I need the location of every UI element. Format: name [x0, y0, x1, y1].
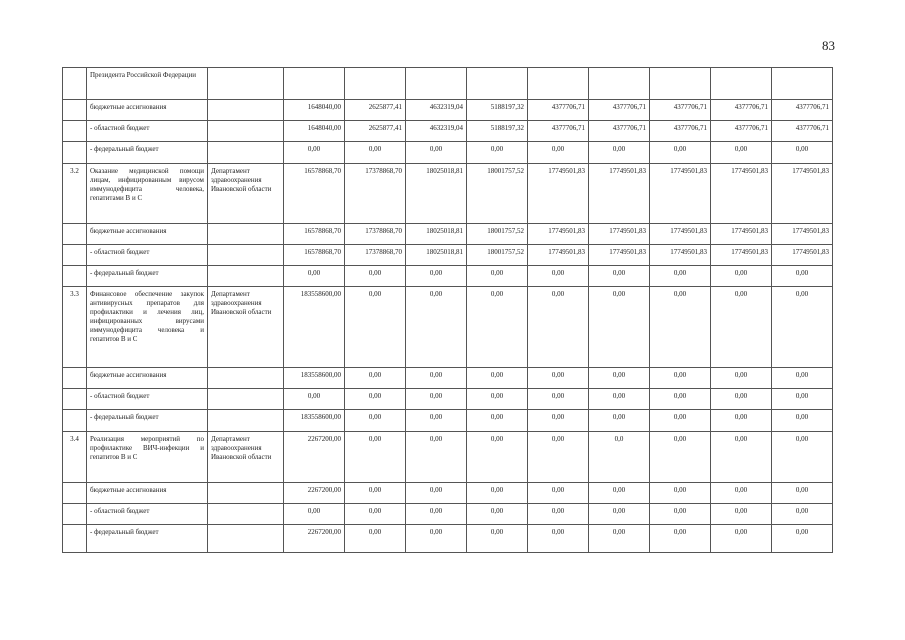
value-cell: 0,00	[711, 368, 772, 389]
value-cell: 0,00	[650, 504, 711, 525]
value-cell: 0,00	[528, 483, 589, 504]
value-cell: 0,00	[467, 266, 528, 287]
row-number-cell	[63, 368, 87, 389]
value-cell	[650, 68, 711, 100]
value-cell: 17749501,83	[589, 164, 650, 224]
value-cell: 4377706,71	[528, 121, 589, 142]
value-cell: 0,00	[528, 266, 589, 287]
table-row	[63, 142, 833, 164]
value-cell: 0,00	[711, 483, 772, 504]
value-cell	[528, 68, 589, 100]
value-cell: 0,00	[467, 483, 528, 504]
value-cell: 0,00	[528, 525, 589, 553]
value-cell: 16578868,70	[284, 164, 345, 224]
executor-cell	[208, 266, 284, 287]
executor-cell	[208, 410, 284, 432]
value-cell	[711, 68, 772, 100]
value-cell: 4377706,71	[772, 100, 833, 121]
value-cell: 0,00	[406, 432, 467, 483]
value-cell: 17749501,83	[650, 224, 711, 245]
table-row	[63, 245, 833, 266]
value-cell: 0,00	[711, 287, 772, 368]
value-cell: 0,00	[772, 389, 833, 410]
table-row	[63, 287, 833, 368]
value-cell: 0,00	[406, 266, 467, 287]
value-cell: 0,00	[528, 287, 589, 368]
value-cell: 18025018,81	[406, 224, 467, 245]
executor-cell	[208, 483, 284, 504]
executor-cell: Департамент здравоохранения Ивановской области	[208, 164, 284, 224]
value-cell: 0,00	[589, 287, 650, 368]
row-number-cell	[63, 483, 87, 504]
value-cell: 17749501,83	[650, 164, 711, 224]
value-cell	[772, 68, 833, 100]
executor-cell: Департамент здравоохранения Ивановской области	[208, 287, 284, 368]
value-cell: 0,00	[406, 142, 467, 164]
value-cell: 0,00	[406, 368, 467, 389]
value-cell: 4632319,04	[406, 100, 467, 121]
value-cell: 0,00	[650, 410, 711, 432]
value-cell: 0,00	[345, 389, 406, 410]
table-row	[63, 432, 833, 483]
row-name-cell: бюджетные ассигнования	[87, 368, 208, 389]
row-name-cell: - федеральный бюджет	[87, 142, 208, 164]
value-cell: 0,00	[528, 368, 589, 389]
value-cell: 17749501,83	[528, 224, 589, 245]
value-cell: 0,00	[772, 287, 833, 368]
value-cell: 17749501,83	[589, 224, 650, 245]
value-cell: 0,00	[284, 389, 345, 410]
value-cell: 17378868,70	[345, 224, 406, 245]
value-cell: 4377706,71	[711, 121, 772, 142]
executor-cell	[208, 245, 284, 266]
value-cell: 0,00	[406, 287, 467, 368]
table-row	[63, 68, 833, 100]
value-cell: 0,00	[467, 389, 528, 410]
value-cell: 0,00	[345, 432, 406, 483]
value-cell: 0,0	[589, 432, 650, 483]
value-cell: 18001757,52	[467, 224, 528, 245]
row-number-cell: 3.3	[63, 287, 87, 368]
row-name-cell: - областной бюджет	[87, 245, 208, 266]
value-cell: 0,00	[772, 504, 833, 525]
executor-cell	[208, 121, 284, 142]
executor-cell	[208, 142, 284, 164]
row-name-cell: Реализация мероприятий по профилактике ВИЧ-инфекции и гепатитов B и C	[87, 432, 208, 483]
value-cell: 0,00	[650, 142, 711, 164]
value-cell: 0,00	[650, 368, 711, 389]
value-cell: 16578868,70	[284, 224, 345, 245]
value-cell: 4377706,71	[711, 100, 772, 121]
row-number-cell	[63, 121, 87, 142]
value-cell: 0,00	[345, 410, 406, 432]
value-cell: 0,00	[345, 483, 406, 504]
value-cell: 4377706,71	[772, 121, 833, 142]
value-cell: 17749501,83	[711, 245, 772, 266]
row-name-cell: Президента Российской Федерации	[87, 68, 208, 100]
value-cell: 18001757,52	[467, 245, 528, 266]
value-cell: 0,00	[345, 525, 406, 553]
value-cell: 17749501,83	[528, 245, 589, 266]
table-row	[63, 410, 833, 432]
value-cell: 4377706,71	[650, 100, 711, 121]
executor-cell: Департамент здравоохранения Ивановской области	[208, 432, 284, 483]
value-cell: 2267200,00	[284, 432, 345, 483]
row-number-cell	[63, 142, 87, 164]
executor-cell	[208, 368, 284, 389]
value-cell: 0,00	[589, 368, 650, 389]
value-cell: 4377706,71	[589, 100, 650, 121]
row-number-cell	[63, 266, 87, 287]
row-name-cell: - областной бюджет	[87, 389, 208, 410]
executor-cell	[208, 525, 284, 553]
row-number-cell	[63, 68, 87, 100]
value-cell: 183558600,00	[284, 287, 345, 368]
value-cell: 2625877,41	[345, 100, 406, 121]
table-row	[63, 525, 833, 553]
value-cell: 1648040,00	[284, 100, 345, 121]
row-name-cell: - областной бюджет	[87, 121, 208, 142]
row-number-cell	[63, 504, 87, 525]
value-cell: 0,00	[528, 432, 589, 483]
value-cell: 0,00	[650, 389, 711, 410]
value-cell: 0,00	[711, 410, 772, 432]
value-cell: 17749501,83	[772, 245, 833, 266]
value-cell: 0,00	[711, 266, 772, 287]
value-cell: 0,00	[711, 504, 772, 525]
value-cell: 0,00	[650, 525, 711, 553]
value-cell: 0,00	[772, 525, 833, 553]
row-name-cell: - федеральный бюджет	[87, 266, 208, 287]
value-cell: 0,00	[772, 432, 833, 483]
row-number-cell	[63, 245, 87, 266]
value-cell: 0,00	[406, 410, 467, 432]
value-cell: 0,00	[589, 389, 650, 410]
value-cell: 0,00	[772, 368, 833, 389]
value-cell: 4632319,04	[406, 121, 467, 142]
value-cell: 17749501,83	[589, 245, 650, 266]
value-cell: 0,00	[772, 266, 833, 287]
value-cell	[589, 68, 650, 100]
value-cell: 0,00	[589, 410, 650, 432]
value-cell: 0,00	[406, 525, 467, 553]
value-cell: 5188197,32	[467, 100, 528, 121]
value-cell: 2267200,00	[284, 483, 345, 504]
value-cell: 0,00	[345, 504, 406, 525]
value-cell: 17378868,70	[345, 164, 406, 224]
table-row	[63, 504, 833, 525]
value-cell: 0,00	[772, 410, 833, 432]
value-cell: 17749501,83	[650, 245, 711, 266]
value-cell: 0,00	[467, 142, 528, 164]
executor-cell	[208, 100, 284, 121]
value-cell: 0,00	[589, 483, 650, 504]
value-cell: 5188197,32	[467, 121, 528, 142]
row-number-cell	[63, 525, 87, 553]
value-cell: 0,00	[345, 266, 406, 287]
value-cell: 17749501,83	[772, 224, 833, 245]
value-cell: 0,00	[467, 368, 528, 389]
row-number-cell	[63, 389, 87, 410]
table-row	[63, 266, 833, 287]
row-name-cell: Оказание медицинской помощи лицам, инфицированным вирусом иммунодефицита человека, гепатитами B и C	[87, 164, 208, 224]
value-cell: 18025018,81	[406, 164, 467, 224]
value-cell: 0,00	[467, 410, 528, 432]
value-cell: 0,00	[284, 142, 345, 164]
value-cell: 0,00	[650, 432, 711, 483]
value-cell: 0,00	[345, 287, 406, 368]
row-number-cell	[63, 410, 87, 432]
value-cell: 0,00	[711, 389, 772, 410]
value-cell: 183558600,00	[284, 410, 345, 432]
value-cell: 0,00	[528, 410, 589, 432]
value-cell: 0,00	[467, 287, 528, 368]
row-name-cell: бюджетные ассигнования	[87, 224, 208, 245]
value-cell: 18001757,52	[467, 164, 528, 224]
page-number: 83	[822, 38, 835, 53]
value-cell: 0,00	[345, 142, 406, 164]
row-number-cell: 3.2	[63, 164, 87, 224]
row-name-cell: - областной бюджет	[87, 504, 208, 525]
value-cell: 0,00	[589, 504, 650, 525]
value-cell: 2625877,41	[345, 121, 406, 142]
budget-table	[62, 67, 833, 553]
value-cell: 1648040,00	[284, 121, 345, 142]
value-cell: 0,00	[406, 504, 467, 525]
row-name-cell: бюджетные ассигнования	[87, 483, 208, 504]
value-cell: 0,00	[650, 287, 711, 368]
value-cell: 0,00	[467, 504, 528, 525]
value-cell: 0,00	[528, 504, 589, 525]
executor-cell	[208, 389, 284, 410]
value-cell: 0,00	[406, 483, 467, 504]
row-number-cell	[63, 100, 87, 121]
table-row	[63, 164, 833, 224]
value-cell	[284, 68, 345, 100]
value-cell: 0,00	[589, 525, 650, 553]
value-cell: 0,00	[772, 483, 833, 504]
row-name-cell: бюджетные ассигнования	[87, 100, 208, 121]
value-cell: 17749501,83	[528, 164, 589, 224]
value-cell: 0,00	[650, 266, 711, 287]
row-name-cell: - федеральный бюджет	[87, 410, 208, 432]
value-cell: 4377706,71	[528, 100, 589, 121]
table-row	[63, 121, 833, 142]
value-cell: 17749501,83	[711, 164, 772, 224]
value-cell: 0,00	[528, 389, 589, 410]
value-cell: 17749501,83	[711, 224, 772, 245]
value-cell: 2267200,00	[284, 525, 345, 553]
value-cell: 183558600,00	[284, 368, 345, 389]
value-cell: 0,00	[528, 142, 589, 164]
row-number-cell	[63, 224, 87, 245]
value-cell: 0,00	[711, 142, 772, 164]
value-cell: 0,00	[467, 432, 528, 483]
table-row	[63, 368, 833, 389]
value-cell: 0,00	[589, 266, 650, 287]
value-cell: 0,00	[467, 525, 528, 553]
value-cell: 0,00	[711, 432, 772, 483]
table-row	[63, 100, 833, 121]
table-row	[63, 389, 833, 410]
value-cell: 4377706,71	[589, 121, 650, 142]
value-cell: 4377706,71	[650, 121, 711, 142]
value-cell: 17749501,83	[772, 164, 833, 224]
row-number-cell: 3.4	[63, 432, 87, 483]
executor-cell	[208, 68, 284, 100]
value-cell: 17378868,70	[345, 245, 406, 266]
value-cell	[467, 68, 528, 100]
value-cell: 0,00	[650, 483, 711, 504]
value-cell	[406, 68, 467, 100]
value-cell: 18025018,81	[406, 245, 467, 266]
table-row	[63, 224, 833, 245]
value-cell: 0,00	[589, 142, 650, 164]
value-cell: 0,00	[345, 368, 406, 389]
value-cell: 0,00	[406, 389, 467, 410]
value-cell: 16578868,70	[284, 245, 345, 266]
value-cell	[345, 68, 406, 100]
table-row	[63, 483, 833, 504]
value-cell: 0,00	[284, 266, 345, 287]
executor-cell	[208, 504, 284, 525]
executor-cell	[208, 224, 284, 245]
row-name-cell: - федеральный бюджет	[87, 525, 208, 553]
row-name-cell: Финансовое обеспечение закупок антивирусных препаратов для профилактики и лечения лиц, инфицированных вирусами иммунодефицита человека и гепатитов B и C	[87, 287, 208, 368]
value-cell: 0,00	[772, 142, 833, 164]
value-cell: 0,00	[711, 525, 772, 553]
value-cell: 0,00	[284, 504, 345, 525]
